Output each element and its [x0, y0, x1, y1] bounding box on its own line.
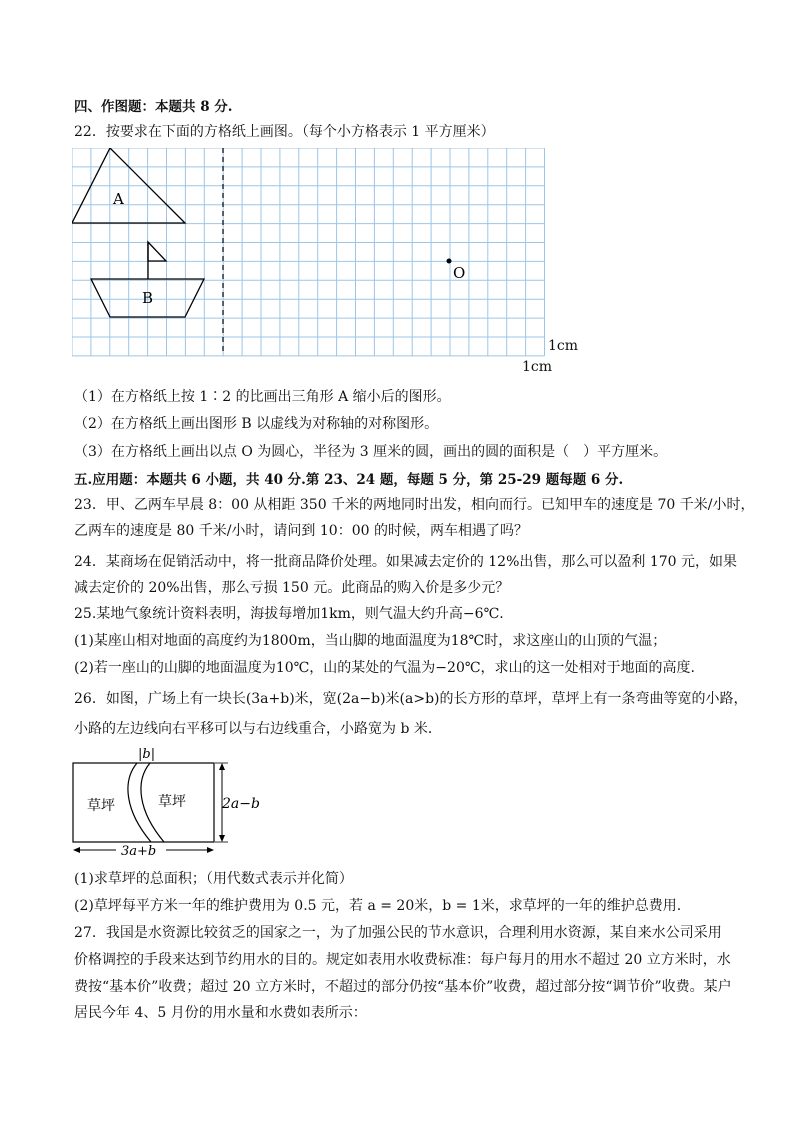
length-arrow-left — [73, 847, 80, 853]
section4-title: 四、作图题：本题共 8 分. — [74, 99, 233, 115]
path-left-edge — [128, 763, 151, 842]
q25-line2: (1)某座山相对地面的高度约为1800m，当山脚的地面温度为18℃时，求这座山的山顶的气温； — [74, 633, 667, 649]
q22-stem: 22．按要求在下面的方格纸上画图。（每个小方格表示 1 平方厘米） — [74, 124, 495, 140]
height-arrow-top — [219, 763, 225, 770]
q25-line1: 25.某地气象统计资料表明，海拔每增加1km，则气温大约升高−6℃. — [74, 606, 504, 622]
lawn-diagram — [70, 746, 270, 861]
shape-B-flag — [148, 242, 166, 261]
height-arrow-bottom — [219, 835, 225, 842]
q23-line1: 23．甲、乙两车早晨 8：00 从相距 350 千米的两地同时出发，相向而行。已知甲车的速度是 70 千米/小时， — [74, 497, 755, 513]
point-O — [447, 259, 452, 264]
q22-part3: （3）在方格纸上画出以点 O 为圆心，半径为 3 厘米的圆，画出的圆的面积是（ ）平方厘米。 — [74, 444, 668, 460]
label-A: A — [113, 190, 124, 208]
length-arrow-right — [207, 847, 214, 853]
q24-line1: 24．某商场在促销活动中，将一批商品降价处理。如果减去定价的 12%出售，那么可以盈利 170 元，如果 — [74, 554, 738, 570]
q26-line1: 26．如图，广场上有一块长(3a+b)米，宽(2a−b)米(a>b)的长方形的草坪，草坪上有一条弯曲等宽的小路， — [74, 691, 748, 707]
section5-title: 五.应用题：本题共 6 小题，共 40 分.第 23、24 题，每题 5 分，第 25-29 题每题 6 分. — [74, 472, 624, 488]
height-label: 2a−b — [222, 796, 260, 812]
unit-label-vertical: 1cm — [548, 338, 579, 354]
path-width-label: |b| — [138, 747, 156, 762]
q26-part1: (1)求草坪的总面积；（用代数式表示并化简） — [74, 871, 353, 887]
q26-part2: (2)草坪每平方米一年的维护费用为 0.5 元，若 a = 20米，b = 1米，求草坪的一年的维护总费用. — [74, 898, 682, 914]
unit-label-horizontal: 1cm — [522, 359, 553, 375]
q23-line2: 乙两车的速度是 80 千米/小时，请问到 10：00 的时候，两车相遇了吗？ — [74, 523, 528, 539]
label-O: O — [453, 264, 466, 282]
q27-line1: 27．我国是水资源比较贫乏的国家之一，为了加强公民的节水意识，合理利用水资源，某自来水公司采用 — [74, 925, 722, 941]
q22-part2: （2）在方格纸上画出图形 B 以虚线为对称轴的对称图形。 — [74, 416, 439, 432]
lawn-left-label: 草坪 — [87, 798, 115, 814]
q27-line2: 价格调控的手段来达到节约用水的目的。规定如表用水收费标准：每户每月的用水不超过 20 立方米时，水 — [74, 952, 731, 968]
lawn-right-label: 草坪 — [158, 794, 186, 810]
label-B: B — [142, 289, 154, 307]
length-label: 3a+b — [121, 844, 157, 859]
q27-line4: 居民今年 4、5 月份的用水量和水费如表所示： — [74, 1005, 367, 1021]
q26-line2: 小路的左边线向右平移可以与右边线重合，小路宽为 b 米． — [74, 721, 442, 737]
q22-part1: （1）在方格纸上按 1∶2 的比画出三角形 A 缩小后的图形。 — [74, 389, 451, 405]
q22-grid-figure — [72, 148, 547, 362]
grid-paper — [72, 148, 547, 358]
q25-line3: (2)若一座山的山脚的地面温度为10℃，山的某处的气温为−20℃，求山的这一处相对于地面的高度. — [74, 660, 695, 676]
q26-lawn-figure — [70, 746, 270, 865]
q27-line3: 费按“基本价”收费；超过 20 立方米时，不超过的部分仍按“基本价”收费，超过部分按“调节价”收费。某户 — [74, 979, 732, 995]
q24-line2: 减去定价的 20%出售，那么亏损 150 元。此商品的购入价是多少元？ — [74, 580, 510, 596]
grid-lines — [72, 148, 545, 356]
